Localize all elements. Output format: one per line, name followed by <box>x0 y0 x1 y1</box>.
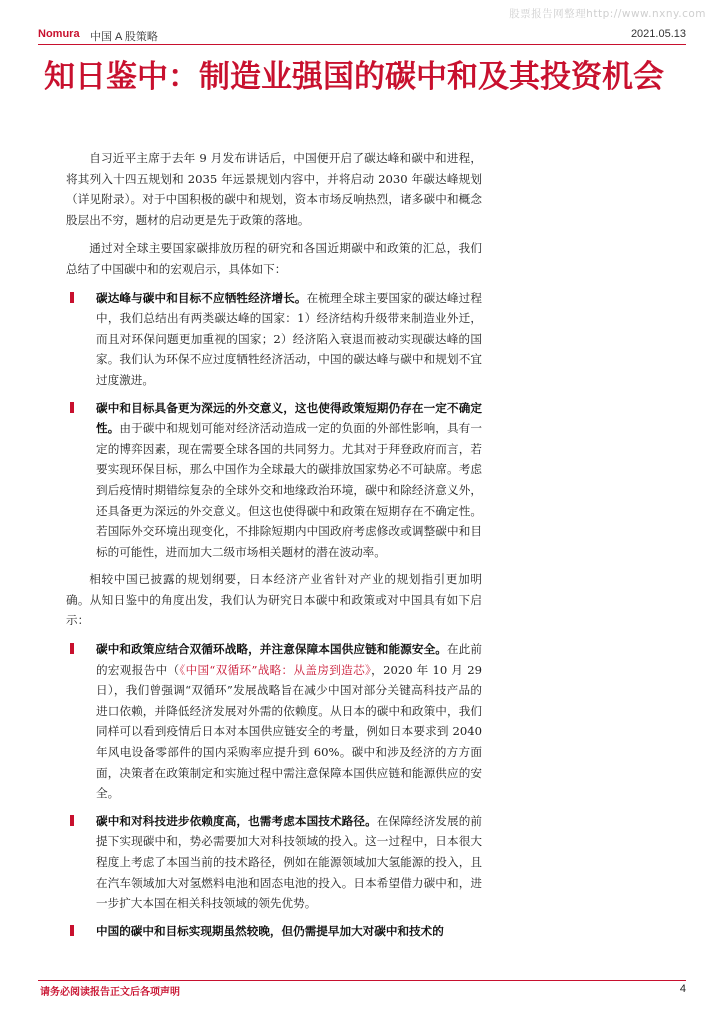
report-date: 2021.05.13 <box>630 28 686 40</box>
japan-item-3 <box>66 921 482 943</box>
intro-paragraph-2: 通过对全球主要国家碳排放历程的研究和各国近期碳中和政策的汇总，我们总结了中国碳中和的宏观启示，具体如下： <box>66 241 482 276</box>
page-title: 知日鉴中：制造业强国的碳中和及其投资机会 <box>44 59 664 95</box>
bullet-marker <box>70 402 74 413</box>
item-lead: 碳中和目标具备更为深远的外交意义，这也使得政策短期仍存在一定不确定性。 <box>96 400 482 436</box>
item-body: 在保障经济发展的前提下实现碳中和，势必需要加大对科技领域的投入。这一过程中，日本很大程度上考虑了本国当前的技术路径，例如在能源领域加大氢能源的投入，且在汽车领域加大对氢燃料电池和固态电池的投入。日本希望借力碳中和，进一步扩大本国在相关科技领域的领先优势。 <box>96 813 482 911</box>
brand-name: Nomura <box>38 28 80 40</box>
japan-paragraph: 相较中国已披露的规划纲要，日本经济产业省针对产业的规划指引更加明确。从知日鉴中的角度出发，我们认为研究日本碳中和政策或对中国具有如下启示： <box>66 572 482 628</box>
item-lead: 碳中和对科技进步依赖度高，也需考虑本国技术路径。 <box>96 813 377 828</box>
macro-item-1 <box>66 288 482 391</box>
item-body: 由于碳中和规划可能对经济活动造成一定的负面的外部性影响，具有一定的博弈因素，现在需要全球各国的共同努力。尤其对于拜登政府而言，若要实现环保目标，那么中国作为全球最大的碳排放国家势必不可缺席。考虑到后疫情时期错综复杂的全球外交和地缘政治环境，碳中和除经济意义外，还具备更为深远的外交意义。但这也使得碳中和政策在短期存在不确定性。若国际外交环境出现变化，不排除短期内中国政府考虑修改或调整碳中和目标的可能性，进而加大二级市场相关题材的潜在波动率。 <box>96 421 482 559</box>
main-content <box>66 148 482 950</box>
header-divider <box>38 44 686 45</box>
report-link[interactable]: 《中国“双循环”战略：从盖房到造芯》 <box>179 662 372 677</box>
page-number: 4 <box>679 983 686 995</box>
macro-item-2 <box>66 398 482 563</box>
item-lead: 中国的碳中和目标实现期虽然较晚，但仍需提早加大对碳中和技术的 <box>96 923 444 938</box>
item-body: 在梳理全球主要国家的碳达峰过程中，我们总结出有两类碳达峰的国家：1）经济结构升级带来制造业外迁，而且对环保问题更加重视的国家；2）经济陷入衰退而被动实现碳达峰的国家。我们认为环保不应过度牺牲经济活动，中国的碳达峰与碳中和规划不宜过度激进。 <box>96 290 482 387</box>
japan-item-2 <box>66 811 482 914</box>
bullet-marker <box>70 643 74 654</box>
item-lead: 碳达峰与碳中和目标不应牺牲经济增长。 <box>96 290 307 305</box>
item-body-after-link: ，2020 年 10 月 29 日），我们曾强调“双循环”发展战略旨在减少中国对部分关键高科技产品的进口依赖，并降低经济发展对外需的依赖度。从日本的碳中和政策中，我们同样可以看到疫情后日本对本国供应链安全的考量，例如日本要求到 2040 年风电设备零部件的国内采购率应提升到 60%。碳中和涉及经济的方方面面，决策者在政策制定和实施过程中需注意保障本国供应链和能源供应的安全。 <box>96 662 482 801</box>
footer-divider <box>38 980 686 981</box>
report-section: 中国 A 股策略 <box>90 31 158 43</box>
bullet-marker <box>70 292 74 303</box>
bullet-marker <box>70 925 74 936</box>
watermark: 股票报告网整理http://www.nxny.com <box>509 8 706 20</box>
japan-item-1 <box>66 639 482 804</box>
item-body-before-link: 在此前的宏观报告中（ <box>96 642 482 677</box>
item-lead: 碳中和政策应结合双循环战略，并注意保障本国供应链和能源安全。 <box>96 642 447 657</box>
bullet-marker <box>70 815 74 826</box>
intro-paragraph-1: 自习近平主席于去年 9 月发布讲话后，中国便开启了碳达峰和碳中和进程，将其列入十四五规划和 2035 年远景规划内容中，并将启动 2030 年碳达峰规划（详见附录）。对于中国积极的碳中和规划，资本市场反响热烈，诸多碳中和概念股层出不穷，题材的启动更是先于政策的落地。 <box>66 151 482 227</box>
page-header <box>38 26 686 44</box>
disclaimer: 请务必阅读报告正文后各项声明 <box>40 987 180 998</box>
